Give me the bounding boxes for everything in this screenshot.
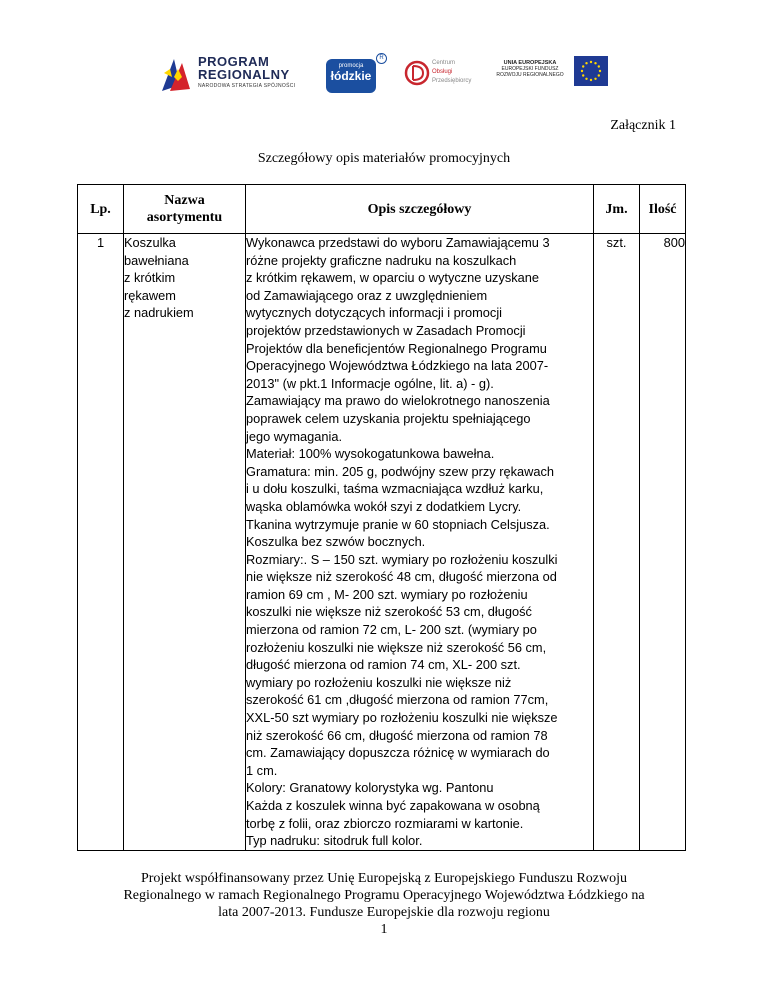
eu-line-2: EUROPEJSKI FUNDUSZ [501,66,559,72]
description-line: XXL-50 szt wymiary po rozłożeniu koszulki nie większe [246,710,558,726]
header-lp: Lp. [78,185,124,234]
description-line: Wykonawca przedstawi do wyboru Zamawiającemu 3 [246,235,550,250]
description-line: z krótkim rękawem, w oparciu o wytyczne uzyskane [246,270,540,286]
description-line: nie większe niż szerokość 48 cm, długość mierzona od [246,569,557,585]
description-line: Operacyjnego Województwa Łódzkiego na lata 2007- [246,358,549,374]
footer [60,870,708,938]
lodz-small-text: promocja [338,63,364,69]
footer-line-1: Projekt współfinansowany przez Unię Europejską z Europejskiego Funduszu Rozwoju [140,871,627,886]
description-line: cm. Zamawiający dopuszcza różnicę w wymiarach do [246,745,550,761]
description-line: projektów przedstawionych w Zasadach Promocji [246,322,526,338]
description-line: szerokość 61 cm ,długość mierzona od ramion 77cm, [246,692,549,708]
table-header-row [78,185,686,234]
name-line: z nadrukiem [124,305,194,321]
program-regionalny-star-icon [160,55,192,93]
regionalny-line: REGIONALNY [198,67,290,82]
description-line: różne projekty graficzne nadruku na koszulkach [246,252,517,268]
description-line: wąska oblamówka wokół szyi z dodatkiem Lycry. [246,498,522,514]
description-line: Rozmiary:. S – 150 szt. wymiary po rozłożeniu koszulki [246,551,558,567]
header-description: Opis szczegółowy [246,185,594,234]
description-line: rozłożeniu koszulki nie większe niż szerokość 56 cm, [246,639,547,655]
eu-logo [494,56,624,92]
description-line: Tkanina wytrzymuje pranie w 60 stopniach Celsjusza. [246,516,550,532]
cell-unit: szt. [594,234,640,851]
description-line: mierzona od ramion 72 cm, L- 200 szt. (wymiary po [246,622,537,638]
annex-label: Załącznik 1 [610,118,676,133]
eu-flag-icon [574,56,608,86]
cop-line-3: Przedsiębiorcy [432,78,472,84]
description-line: Gramatura: min. 205 g, podwójny szew przy rękawach [246,463,554,479]
strategy-line: NARODOWA STRATEGIA SPÓJNOŚCI [198,83,296,89]
name-line: z krótkim [124,270,176,286]
cop-circle-icon [404,58,430,88]
header-name-line-2: asortymentu [146,210,223,225]
header-logos [160,50,620,100]
description-line: koszulki nie większe niż szerokość 53 cm, długość [246,604,532,620]
description-line: Materiał: 100% wysokogatunkowa bawełna. [246,446,495,462]
footer-line-2: Regionalnego w ramach Regionalnego Programu Operacyjnego Województwa Łódzkiego na [123,888,645,903]
centrum-obslugi-logo [404,53,474,95]
description-line: 1 cm. [246,762,278,778]
cop-line-2: Obsługi [432,69,453,75]
name-line: Koszulka [124,235,176,250]
description-line: 2013" (w pkt.1 Informacje ogólne, lit. a) - g). [246,375,494,391]
description-line: torbę z folii, oraz zbiorczo rozmiarami w kartonie. [246,815,524,831]
footer-line-3: lata 2007-2013. Fundusze Europejskie dla rozwoju regionu [218,905,550,920]
lodz-big-text: łódzkie [330,69,372,83]
description-line: Kolory: Granatowy kolorystyka wg. Pantonu [246,780,494,796]
cop-line-1: Centrum [432,60,456,66]
description-line: od Zamawiającego oraz z uwzględnieniem [246,287,488,303]
header-name-line-1: Nazwa [164,193,205,208]
description-line: ramion 69 cm , M- 200 szt. wymiary po rozłożeniu [246,586,528,602]
program-regionalny-text [198,55,295,89]
description-line: poprawek celem uzyskania projektu spełniającego [246,410,531,426]
description-line: i u dołu koszulki, taśma wzmacniająca wzdłuż karku, [246,481,544,497]
page-number: 1 [380,922,388,937]
description-line: długość mierzona od ramion 74 cm, XL- 200 szt. [246,657,521,673]
promocja-lodzkie-logo [326,53,388,95]
cell-description [246,234,594,851]
cop-text [432,59,471,86]
eu-line-3: ROZWOJU REGIONALNEGO [496,72,564,78]
eu-text [494,60,566,78]
table-row [78,234,686,851]
description-line: wytycznych dotyczących informacji i promocji [246,305,503,321]
description-line: niż szerokość 66 cm, długość mierzona od ramion 78 [246,727,548,743]
lodz-badge [326,59,376,93]
registered-mark: R [376,53,387,64]
eu-head: UNIA EUROPEJSKA [503,60,557,66]
description-line: Projektów dla beneficjentów Regionalnego Programu [246,340,547,356]
description-line: Zamawiający ma prawo do wielokrotnego nanoszenia [246,393,550,409]
header-unit: Jm. [594,185,640,234]
program-regionalny-logo [160,55,330,95]
description-line: Typ nadruku: sitodruk full kolor. [246,833,423,849]
cell-lp: 1 [78,234,124,851]
description-line: Każda z koszulek winna być zapakowana w osobną [246,798,540,813]
cell-name [124,234,246,851]
name-line: bawełniana [124,252,189,268]
name-line: rękawem [124,287,176,303]
header-quantity: Ilość [640,185,686,234]
program-line: PROGRAM [198,54,270,69]
description-line: wymiary po rozłożeniu koszulki nie większe niż [246,674,512,690]
header-name [124,185,246,234]
description-line: jego wymagania. [246,428,343,444]
specification-table [77,184,686,851]
description-line: Koszulka bez szwów bocznych. [246,534,426,550]
cell-quantity: 800 [640,234,686,851]
document-title: Szczegółowy opis materiałów promocyjnych [257,151,511,166]
